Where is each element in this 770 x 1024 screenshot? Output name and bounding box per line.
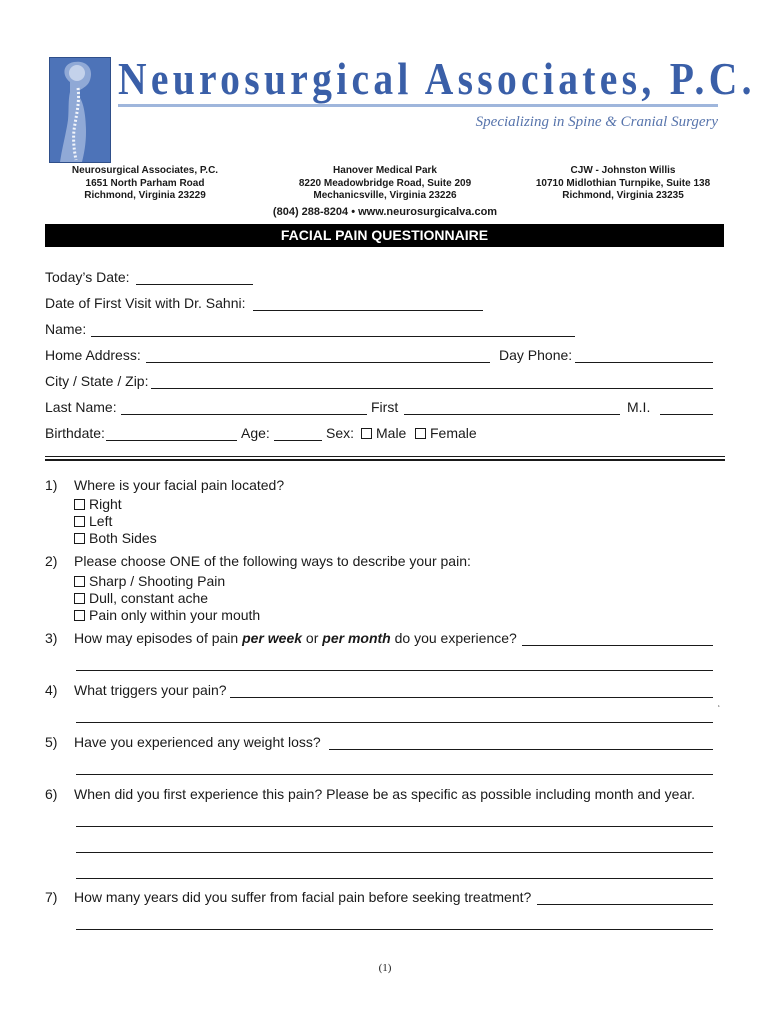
last-name-label: Last Name: [45,399,117,415]
first-name-field[interactable] [404,414,620,415]
q3-text-part: do you experience? [390,630,517,646]
q3-emphasis-week: per week [242,630,303,646]
location-city: Richmond, Virginia 23235 [562,190,684,201]
q1-number: 1) [45,477,58,493]
middle-initial-label: M.I. [627,399,651,415]
q1-text: Where is your facial pain located? [74,477,285,493]
q7-number: 7) [45,889,58,905]
q1-option-left[interactable] [74,512,112,530]
checkbox[interactable] [74,516,85,527]
checkbox[interactable] [74,610,85,621]
option-label: Sharp / Shooting Pain [89,573,226,589]
q6-answer-line-2[interactable] [76,852,713,853]
q1-option-both[interactable] [74,529,157,547]
q3-answer-line[interactable] [522,645,713,646]
q7-text: How many years did you suffer from facial pain before seeking treatment? [74,889,532,905]
q4-number: 4) [45,682,58,698]
q5-answer-line-2[interactable] [76,774,713,775]
location-city: Mechanicsville, Virginia 23226 [313,190,457,201]
name-field[interactable] [91,336,575,337]
location-street: 10710 Midlothian Turnpike, Suite 138 [535,177,711,189]
brand-underline [118,104,718,107]
location-hanover [285,165,485,203]
location-parham [50,165,240,203]
stray-mark: ‘ [718,704,720,713]
q7-answer-line-2[interactable] [76,929,713,930]
option-label: Right [89,496,122,512]
tagline: Specializing in Spine & Cranial Surgery [475,114,718,130]
day-phone-label: Day Phone: [499,347,573,363]
page-number: (1) [378,962,392,974]
q2-option-mouth[interactable] [74,606,260,624]
location-street: 1651 North Parham Road [85,177,205,189]
birthdate-field[interactable] [106,440,237,441]
middle-initial-field[interactable] [660,414,713,415]
option-label: Both Sides [89,530,157,546]
q4-text: What triggers your pain? [74,682,227,698]
contact-info: (804) 288-8204 • www.neurosurgicalva.com [272,206,498,218]
q3-emphasis-month: per month [322,630,391,646]
q6-number: 6) [45,786,58,802]
day-phone-field[interactable] [575,362,713,363]
brand-name: Neurosurgical Associates, P.C. [118,53,756,104]
q2-option-dull[interactable] [74,589,208,607]
q3-text [74,629,517,647]
last-name-field[interactable] [121,414,367,415]
todays-date-label: Today’s Date: [45,269,130,285]
checkbox[interactable] [74,593,85,604]
first-visit-field[interactable] [253,310,483,311]
q4-answer-line[interactable] [230,697,713,698]
name-label: Name: [45,321,87,337]
male-label: Male [376,425,407,441]
location-city: Richmond, Virginia 23229 [84,190,206,201]
q3-answer-line-2[interactable] [76,670,713,671]
q5-answer-line[interactable] [329,749,713,750]
section-divider [45,456,725,457]
option-label: Left [89,513,113,529]
q6-text: When did you first experience this pain? Please be as specific as possible including month and year. [74,786,696,802]
q7-answer-line[interactable] [537,904,713,905]
checkbox[interactable] [74,576,85,587]
location-name: Neurosurgical Associates, P.C. [71,165,219,176]
sex-label: Sex: [326,425,355,441]
q1-option-right[interactable] [74,495,122,513]
q6-answer-line-3[interactable] [76,878,713,879]
q6-answer-line-1[interactable] [76,826,713,827]
q2-option-sharp[interactable] [74,572,225,590]
location-johnston-willis [528,165,718,203]
section-divider-thick [45,459,725,461]
birthdate-label: Birthdate: [45,425,105,441]
checkbox[interactable] [74,499,85,510]
form-title: FACIAL PAIN QUESTIONNAIRE [45,224,724,247]
sex-male-option[interactable] [361,424,406,442]
option-label: Dull, constant ache [89,590,209,606]
option-label: Pain only within your mouth [89,607,261,623]
home-address-field[interactable] [146,362,490,363]
city-state-zip-field[interactable] [151,388,713,389]
q2-text: Please choose ONE of the following ways to describe your pain: [74,553,471,569]
sex-female-option[interactable] [415,424,477,442]
age-field[interactable] [274,440,322,441]
q4-answer-line-2[interactable] [76,722,713,723]
q2-number: 2) [45,553,58,569]
q5-number: 5) [45,734,58,750]
checkbox[interactable] [74,533,85,544]
todays-date-field[interactable] [136,284,253,285]
first-visit-label: Date of First Visit with Dr. Sahni: [45,295,246,311]
home-address-label: Home Address: [45,347,141,363]
city-state-zip-label: City / State / Zip: [45,373,149,389]
location-name: Hanover Medical Park [333,165,437,176]
location-name: CJW - Johnston Willis [570,165,676,176]
age-label: Age: [241,425,270,441]
location-street: 8220 Meadowbridge Road, Suite 209 [298,177,472,189]
q3-number: 3) [45,630,58,646]
q3-text-part: or [302,630,323,646]
q5-text: Have you experienced any weight loss? [74,734,321,750]
female-label: Female [430,425,477,441]
female-checkbox[interactable] [415,428,426,439]
first-name-label: First [371,399,399,415]
q3-text-part: How may episodes of pain [74,630,243,646]
spine-figure-logo [49,57,111,163]
male-checkbox[interactable] [361,428,372,439]
